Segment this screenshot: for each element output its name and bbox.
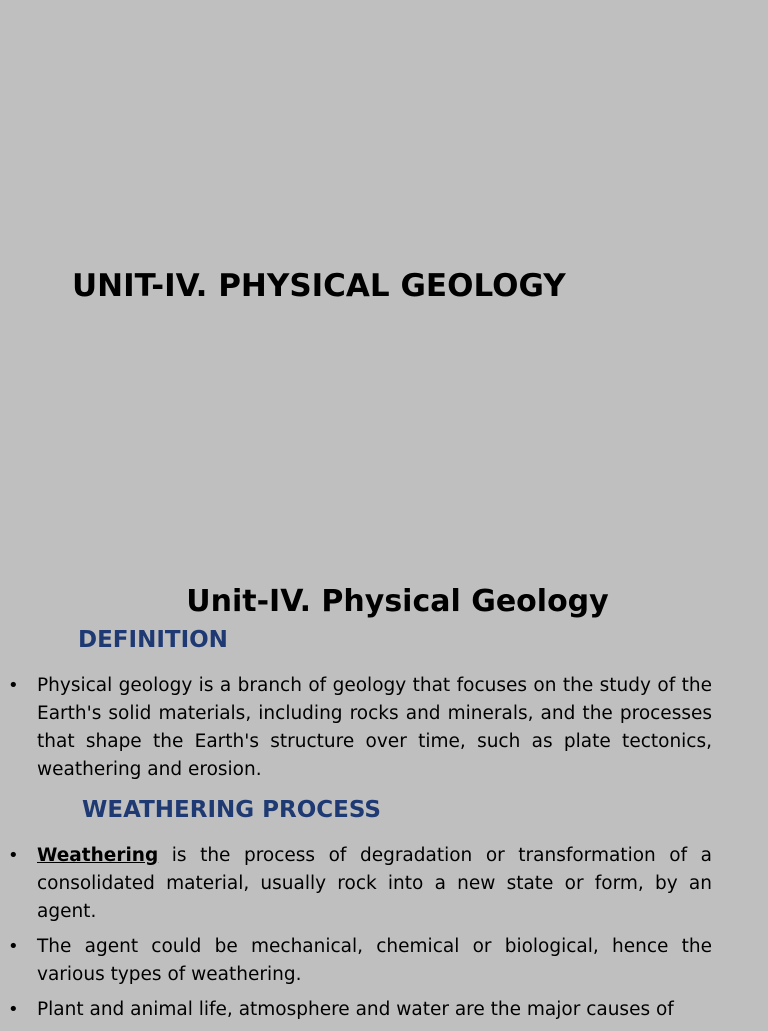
slide-content-title: Unit-IV. Physical Geology [186, 584, 609, 619]
slide-title-heading: UNIT-IV. PHYSICAL GEOLOGY [72, 268, 566, 304]
definition-heading: DEFINITION [78, 627, 228, 653]
weathering-heading: WEATHERING PROCESS [82, 797, 381, 823]
weathering-list [0, 842, 768, 1031]
list-item [0, 933, 768, 989]
slide-content [0, 576, 768, 1024]
definition-list [0, 672, 768, 791]
weathering-term: Weathering [37, 845, 159, 866]
list-item [0, 672, 768, 784]
list-item [0, 842, 768, 926]
list-item-text: Plant and animal life, atmosphere and water are the major causes of [37, 999, 674, 1020]
bullet-icon: • [8, 675, 19, 696]
list-item [0, 996, 768, 1024]
bullet-icon: • [8, 999, 19, 1020]
bullet-icon: • [8, 936, 19, 957]
list-item-text: Physical geology is a branch of geology that focuses on the study of the Earth's solid materials, including rocks and minerals, and the processes that shape the Earth's structure over time, such as plate tectonics, weathering and erosion. [37, 675, 712, 780]
list-item-text: is the process of degradation or transformation of a consolidated material, usually rock into a new state or form, by an agent. [37, 845, 712, 922]
bullet-icon: • [8, 845, 19, 866]
list-item-text: The agent could be mechanical, chemical or biological, hence the various types of weathering. [37, 936, 712, 985]
